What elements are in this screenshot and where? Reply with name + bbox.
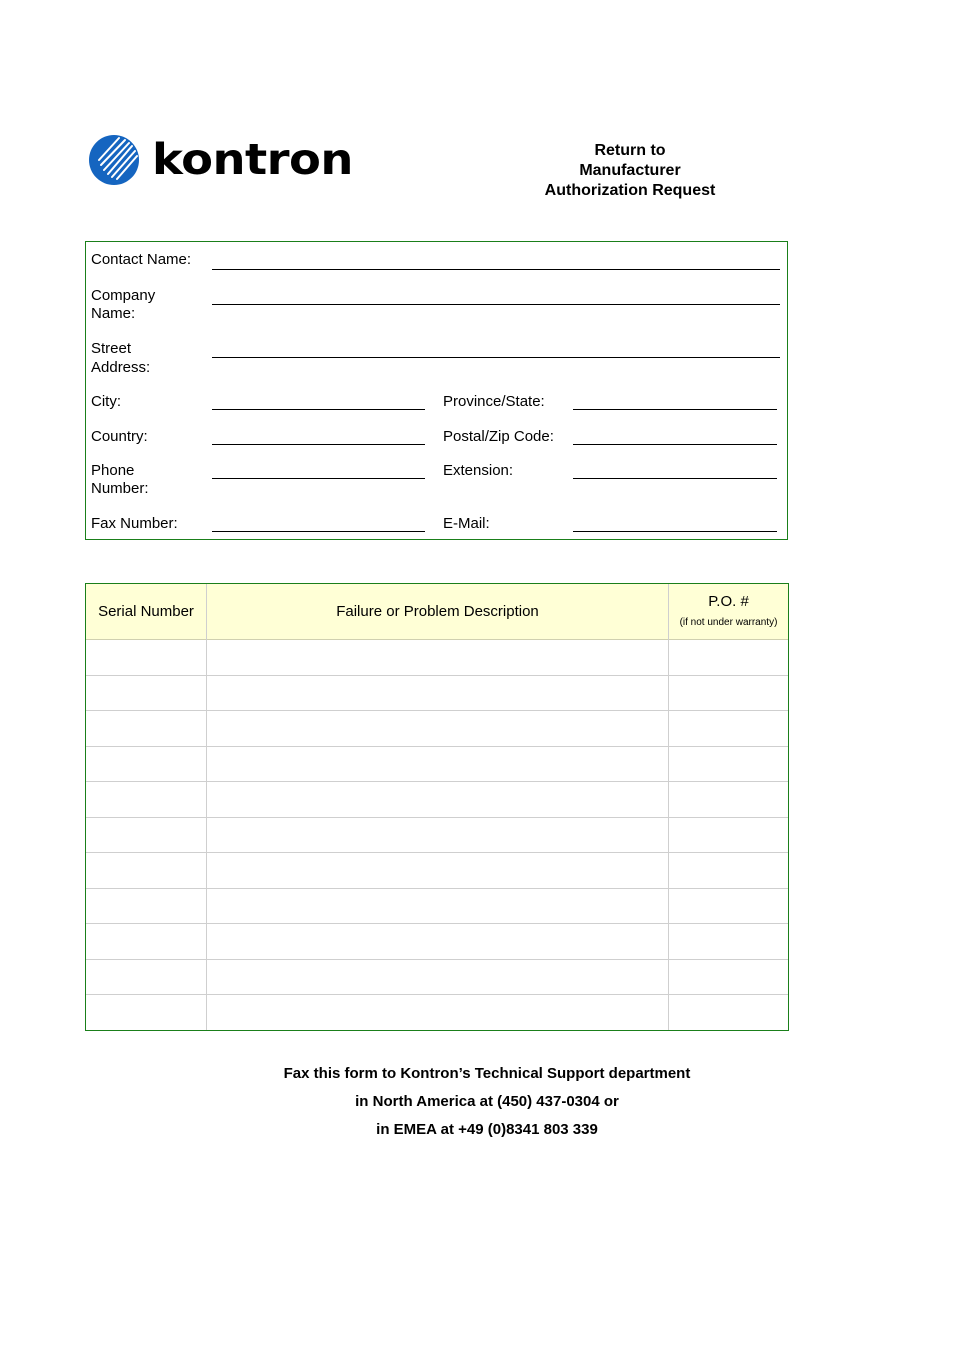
postal-zip-label: Postal/Zip Code:	[443, 428, 554, 445]
table-row	[86, 675, 788, 711]
po-cell[interactable]	[669, 923, 788, 959]
serial-number-cell[interactable]	[86, 888, 206, 924]
table-row	[86, 959, 788, 995]
city-field[interactable]	[212, 409, 425, 410]
city-label: City:	[91, 393, 121, 410]
description-cell[interactable]	[207, 923, 668, 959]
kontron-globe-icon	[88, 134, 140, 186]
table-row	[86, 781, 788, 817]
title-line-3: Authorization Request	[544, 182, 716, 199]
serial-number-cell[interactable]	[86, 746, 206, 782]
table-row	[86, 746, 788, 782]
po-header-label: P.O. #	[708, 593, 749, 610]
serial-number-cell[interactable]	[86, 781, 206, 817]
company-name-label-1: Company	[91, 287, 156, 304]
po-cell[interactable]	[669, 675, 788, 711]
fax-number-label: Fax Number:	[91, 515, 178, 532]
po-cell[interactable]	[669, 639, 788, 675]
serial-number-cell[interactable]	[86, 923, 206, 959]
fax-number-field[interactable]	[212, 531, 425, 532]
province-state-field[interactable]	[573, 409, 777, 410]
extension-label: Extension:	[443, 462, 514, 479]
serial-number-cell[interactable]	[86, 959, 206, 995]
serial-number-cell[interactable]	[86, 710, 206, 746]
phone-field[interactable]	[212, 478, 425, 479]
serial-number-header: Serial Number	[98, 603, 194, 620]
footer-line-1: Fax this form to Kontron’s Technical Support department	[283, 1065, 691, 1082]
fax-instructions	[200, 1060, 774, 1144]
table-row	[86, 639, 788, 675]
contact-name-field[interactable]	[212, 269, 780, 270]
description-cell[interactable]	[207, 710, 668, 746]
footer-line-3: in EMEA at +49 (0)8341 803 339	[376, 1121, 598, 1138]
country-label: Country:	[91, 428, 148, 445]
description-cell[interactable]	[207, 781, 668, 817]
phone-label-2: Number:	[91, 480, 149, 497]
email-label: E-Mail:	[443, 515, 490, 532]
extension-field[interactable]	[573, 478, 777, 479]
description-cell[interactable]	[207, 639, 668, 675]
postal-zip-field[interactable]	[573, 444, 777, 445]
description-cell[interactable]	[207, 817, 668, 853]
description-cell[interactable]	[207, 888, 668, 924]
contact-info-section	[85, 241, 788, 540]
serial-number-cell[interactable]	[86, 817, 206, 853]
company-name-field[interactable]	[212, 304, 780, 305]
serial-number-cell[interactable]	[86, 675, 206, 711]
return-items-table	[85, 583, 789, 1031]
company-logo	[88, 133, 353, 187]
country-field[interactable]	[212, 444, 425, 445]
province-state-label: Province/State:	[443, 393, 545, 410]
description-cell[interactable]	[207, 959, 668, 995]
po-cell[interactable]	[669, 710, 788, 746]
po-cell[interactable]	[669, 817, 788, 853]
footer-line-2: in North America at (450) 437-0304 or	[355, 1093, 619, 1110]
company-name-label-2: Name:	[91, 305, 136, 322]
contact-name-label: Contact Name:	[91, 251, 192, 268]
description-cell[interactable]	[207, 675, 668, 711]
description-cell[interactable]	[207, 852, 668, 888]
po-cell[interactable]	[669, 888, 788, 924]
table-row	[86, 817, 788, 853]
form-title	[520, 141, 740, 201]
street-address-label-1: Street	[91, 340, 132, 357]
title-line-2: Manufacturer	[579, 162, 681, 179]
po-cell[interactable]	[669, 994, 788, 1030]
table-row	[86, 888, 788, 924]
table-row	[86, 994, 788, 1030]
po-cell[interactable]	[669, 852, 788, 888]
street-address-field[interactable]	[212, 357, 780, 358]
serial-number-cell[interactable]	[86, 994, 206, 1030]
po-cell[interactable]	[669, 781, 788, 817]
po-cell[interactable]	[669, 959, 788, 995]
table-row	[86, 923, 788, 959]
serial-number-cell[interactable]	[86, 639, 206, 675]
table-row	[86, 852, 788, 888]
serial-number-cell[interactable]	[86, 852, 206, 888]
email-field[interactable]	[573, 531, 777, 532]
description-cell[interactable]	[207, 994, 668, 1030]
phone-label-1: Phone	[91, 462, 135, 479]
description-cell[interactable]	[207, 746, 668, 782]
table-row	[86, 710, 788, 746]
title-line-1: Return to	[594, 142, 666, 159]
table-header	[86, 584, 788, 640]
po-cell[interactable]	[669, 746, 788, 782]
description-header: Failure or Problem Description	[336, 603, 539, 620]
po-header-note: (if not under warranty)	[679, 617, 778, 628]
po-header	[669, 584, 788, 639]
brand-wordmark: kontron	[152, 134, 353, 185]
street-address-label-2: Address:	[91, 359, 151, 376]
